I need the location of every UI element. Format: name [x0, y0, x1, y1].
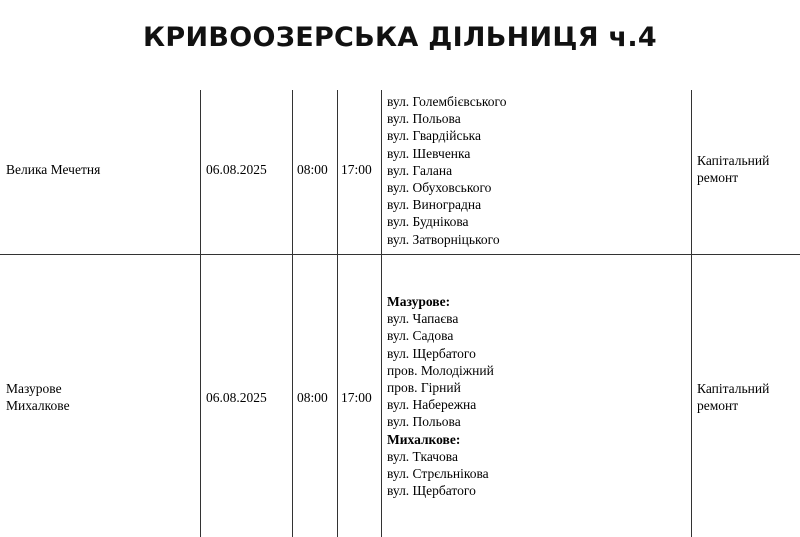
street-item: вул. Щербатого [387, 483, 476, 499]
page-title: КРИВООЗЕРСЬКА ДІЛЬНИЦЯ ч.4 [142, 22, 658, 53]
street-item: вул. Обуховського [387, 180, 492, 196]
reason-line: ремонт [697, 398, 739, 414]
row-divider [0, 254, 800, 255]
streets-cell [387, 93, 506, 248]
settlement-name: Мазурове [6, 381, 62, 396]
settlement-name: Михалкове [6, 398, 70, 414]
street-item: вул. Польова [387, 414, 461, 430]
reason-cell [697, 380, 769, 414]
date-cell: 06.08.2025 [206, 162, 267, 177]
settlement-name: Велика Мечетня [6, 162, 101, 177]
start-time-cell: 08:00 [297, 162, 328, 177]
street-item: вул. Чапаєва [387, 311, 459, 327]
column-divider [200, 90, 201, 537]
street-item: вул. Стрєльнікова [387, 466, 489, 482]
street-item: вул. Набережна [387, 397, 477, 413]
column-divider [691, 90, 692, 537]
column-divider [337, 90, 338, 537]
street-item: вул. Затворніцького [387, 231, 500, 247]
street-item: вул. Польова [387, 111, 461, 127]
reason-cell [697, 152, 769, 186]
date-cell: 06.08.2025 [206, 390, 267, 405]
street-item: вул. Галана [387, 162, 453, 178]
street-item: вул. Шевченка [387, 145, 471, 161]
reason-line: Капітальний [697, 153, 770, 168]
end-time-cell: 17:00 [341, 390, 372, 405]
street-item: вул. Садова [387, 328, 454, 344]
reason-line: ремонт [697, 170, 739, 186]
reason-line: Капітальний [697, 381, 770, 396]
street-item: вул. Виноградна [387, 197, 482, 213]
settlement-cell [6, 161, 100, 178]
street-item: вул. Ткачова [387, 448, 459, 464]
street-item: вул. Гвардійська [387, 128, 481, 144]
column-divider [381, 90, 382, 537]
street-item: вул. Щербатого [387, 345, 476, 361]
village-heading: Михалкове: [387, 431, 461, 447]
street-item: вул. Голембієвського [387, 94, 507, 109]
outage-table [0, 90, 800, 537]
street-item: пров. Гірний [387, 380, 461, 396]
start-time-cell: 08:00 [297, 390, 328, 405]
street-item: пров. Молодіжний [387, 362, 494, 378]
street-item: вул. Буднікова [387, 214, 469, 230]
village-heading: Мазурове: [387, 294, 451, 309]
streets-cell [387, 293, 494, 499]
end-time-cell: 17:00 [341, 162, 372, 177]
column-divider [292, 90, 293, 537]
settlement-cell [6, 380, 70, 414]
